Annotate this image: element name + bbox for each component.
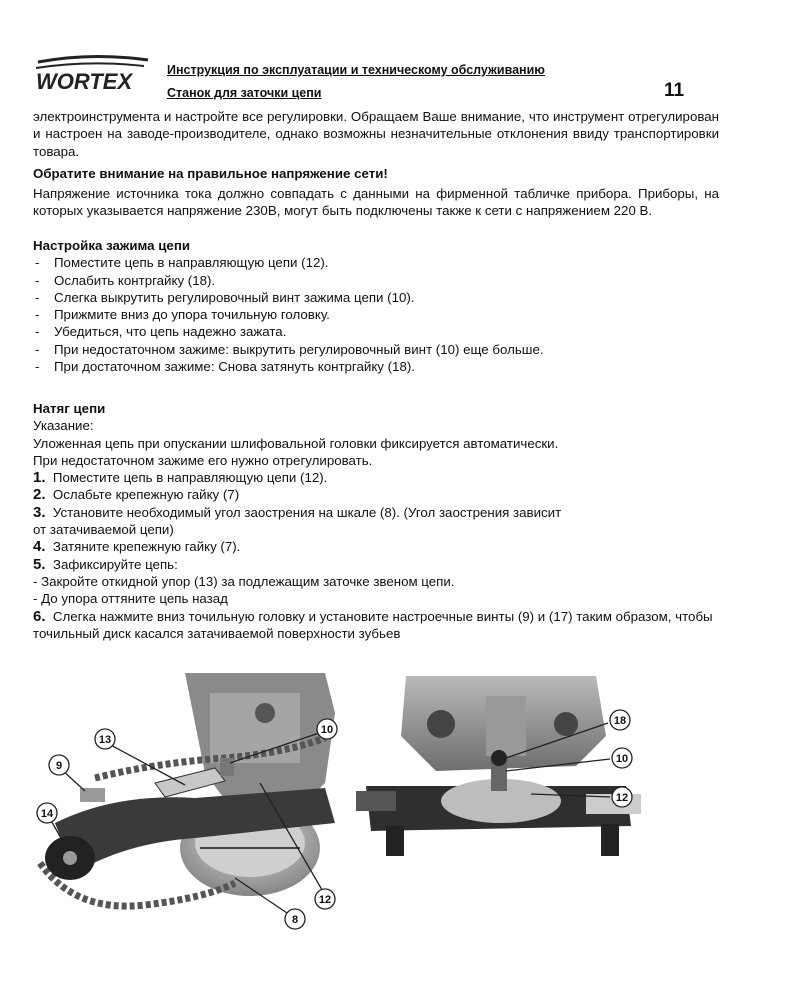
step-item: 5. Зафиксируйте цепь: (33, 555, 178, 573)
tension-section (33, 400, 719, 642)
callout-label: 18 (613, 715, 627, 727)
list-item: - Ослабить контргайку (18). (33, 272, 719, 289)
step-item: 4. Затяните крепежную гайку (7). (33, 538, 241, 556)
list-item: - Поместите цепь в направляющую цепи (12). (33, 254, 719, 271)
note-line: При недостаточном зажиме его нужно отрегулировать. (33, 452, 373, 468)
callout-label: 12 (318, 894, 332, 906)
callout-label: 12 (615, 792, 629, 804)
list-item: - Слегка выкрутить регулировочный винт зажима цепи (10). (33, 289, 719, 306)
step-item: 2. Ослабьте крепежную гайку (7) (33, 486, 240, 504)
callout-label: 9 (55, 760, 63, 772)
callout-label: 8 (291, 914, 299, 926)
callout-label: 14 (40, 808, 54, 820)
list-item: - Убедиться, что цепь надежно зажата. (33, 323, 719, 340)
callout-label: 10 (615, 753, 629, 765)
list-item: - Прижмите вниз до упора точильную головку. (33, 306, 719, 323)
page-number: 11 (664, 80, 685, 101)
clamp-heading: Настройка зажима цепи (33, 238, 191, 253)
callout-label: 13 (98, 734, 112, 746)
voltage-paragraph: Напряжение источника тока должно совпадать с данными на фирменной табличке прибора. Приборы, на которых указывается напряжение 230В, могут быть подключены также к сети с напряжением 220 В. (33, 186, 719, 219)
note-line: Уложенная цепь при опускании шлифовальной головки фиксируется автоматически. (33, 435, 559, 451)
left-figure (35, 673, 355, 938)
sub-item: - До упора оттяните цепь назад (33, 591, 228, 607)
list-item: - При недостаточном зажиме: выкрутить регулировочный винт (10) еще больше. (33, 341, 719, 358)
step-item: 3. Установите необходимый угол заострения на шкале (8). (Угол заострения зависит (33, 503, 562, 521)
product-title: Станок для заточки цепи (167, 86, 322, 100)
clamp-section (33, 237, 719, 375)
wortex-logo (32, 54, 150, 102)
voltage-heading: Обратите внимание на правильное напряжение сети! (33, 166, 388, 181)
tension-heading: Натяг цепи (33, 401, 106, 416)
note-label: Указание: (33, 418, 94, 434)
callout-label: 10 (320, 724, 334, 736)
sub-item: - Закройте откидной упор (13) за подлежащим заточке звеном цепи. (33, 573, 455, 589)
right-figure (356, 676, 648, 866)
brand-text: WORTEX (36, 69, 133, 94)
list-item: - При достаточном зажиме: Снова затянуть контргайку (18). (33, 358, 719, 375)
step-continuation: от затачиваемой цепи) (33, 522, 174, 538)
intro-paragraph: электроинструмента и настройте все регулировки. Обращаем Ваше внимание, что инструмент отрегулирован и настроен на заводе-производителе, однако возможны незначительные отклонения ввиду транспортировки товара. (33, 109, 719, 159)
step-item: 6. Слегка нажмите вниз точильную головку и установите настроечные винты (9) и (17) таким образом, чтобы точильный диск касался затачиваемой поверхности зубьев (33, 607, 713, 641)
manual-title: Инструкция по эксплуатации и техническому обслуживанию (167, 63, 545, 77)
step-item: 1. Поместите цепь в направляющую цепи (12). (33, 469, 328, 487)
